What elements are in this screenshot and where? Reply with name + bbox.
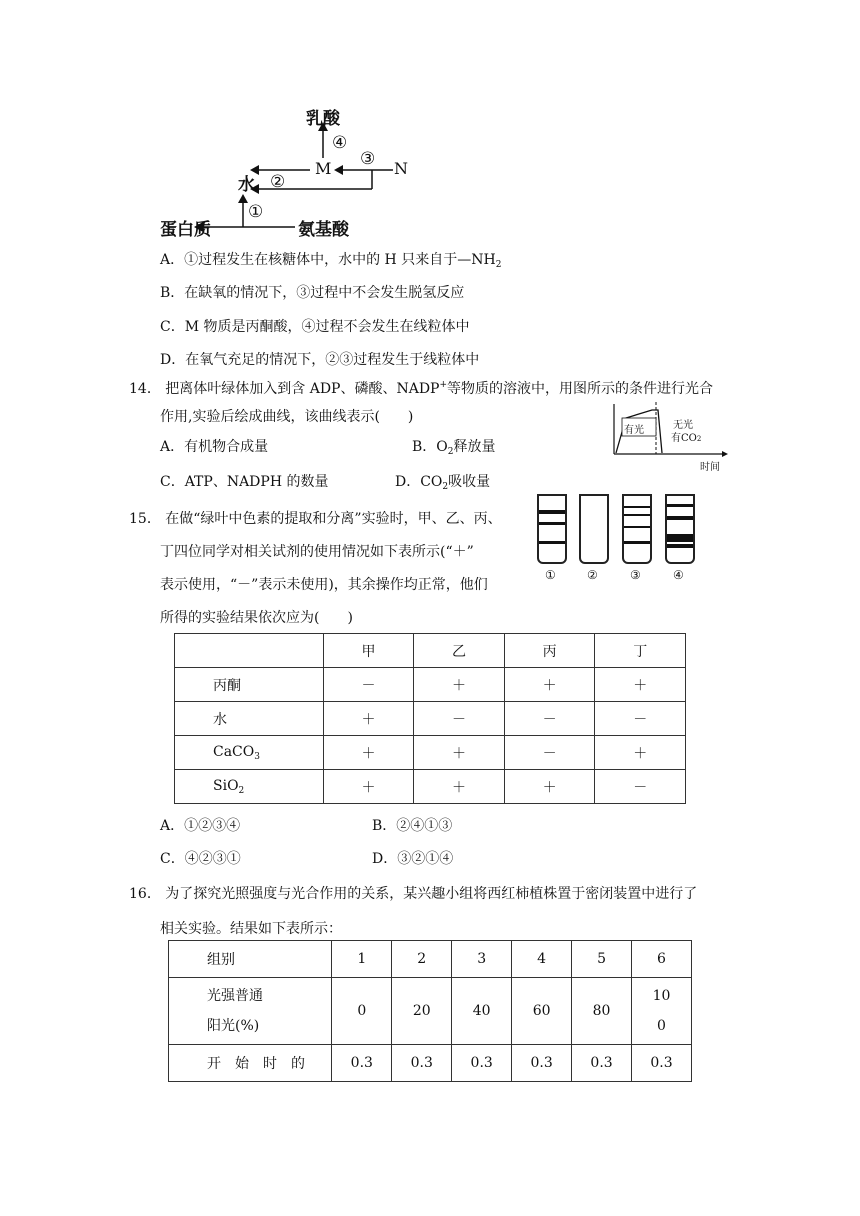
q14-stem-line2: 作用,实验后绘成曲线，该曲线表示( )	[160, 409, 414, 425]
step-3-label: ③	[360, 149, 376, 169]
q15-stem-line2: 丁四位同学对相关试剂的使用情况如下表所示(“＋”	[160, 544, 474, 560]
m-label: M	[315, 159, 332, 178]
step-4-label: ④	[332, 133, 348, 153]
q14-option-d: D．$CO_2$吸收量	[395, 474, 491, 492]
q13-option-a: A．①过程发生在核糖体中，水中的 H 只来自于$—NH_2$	[160, 252, 502, 270]
q13-option-b: B．在缺氧的情况下，③过程中不会发生脱氢反应	[160, 285, 465, 301]
q15-reagent-table	[174, 633, 686, 804]
q14-graph-co2-label: 有CO2	[671, 433, 702, 444]
tube-3-label: ③	[630, 568, 641, 582]
q13-option-c: C．M 物质是丙酮酸，④过程不会发生在线粒体中	[160, 319, 470, 335]
table-row: 光强普通 阳光(%) 0 20 40 60 80 10 0	[169, 978, 692, 1045]
q14-graph-nolight-label: 无光	[673, 420, 693, 431]
n-label: N	[394, 159, 408, 178]
q13-option-d: D．在氧气充足的情况下，②③过程发生于线粒体中	[160, 352, 480, 368]
q14-option-a: A．有机物合成量	[160, 439, 269, 455]
tube-2	[579, 494, 609, 564]
protein-label: 蛋白质	[160, 220, 211, 240]
table-header-row: 组别 1 2 3 4 5 6	[169, 941, 692, 978]
tube-1	[537, 494, 567, 564]
q16-stem-line1: 16． 为了探究光照强度与光合作用的关系，某兴趣小组将西红柿植株置于密闭装置中进行了	[129, 886, 698, 902]
table-row: 水 ＋ － － －	[175, 702, 686, 736]
q14-stem-line1: 14． 把离体叶绿体加入到含 ADP、磷酸、NADP+等物质的溶液中，用图所示的条件进行光合	[129, 380, 714, 397]
q14-graph-light-label: 有光	[624, 425, 644, 436]
q16-stem-line2: 相关实验。结果如下表所示：	[160, 921, 342, 937]
q15-option-d: D．③②①④	[372, 851, 454, 867]
step-1-label: ①	[248, 202, 264, 222]
table-row: CaCO$_3$ ＋ ＋ － ＋	[175, 736, 686, 770]
step-2-label: ②	[270, 172, 286, 192]
q14-option-b: B．$O_2$释放量	[412, 439, 496, 457]
table-row: SiO$_2$ ＋ ＋ ＋ －	[175, 770, 686, 804]
table-header-row: 甲 乙 丙 丁	[175, 634, 686, 668]
q15-option-b: B．②④①③	[372, 818, 453, 834]
q15-stem-line1: 15． 在做“绿叶中色素的提取和分离”实验时，甲、乙、丙、	[129, 511, 502, 527]
tube-2-label: ②	[587, 568, 598, 582]
q15-option-c: C．④②③①	[160, 851, 241, 867]
tube-1-label: ①	[545, 568, 556, 582]
tube-3	[622, 494, 652, 564]
amino-acid-label: 氨基酸	[298, 220, 349, 240]
table-row: 开 始 时 的 0.3 0.3 0.3 0.3 0.3 0.3	[169, 1045, 692, 1082]
q16-result-table	[168, 940, 692, 1082]
q15-stem-line4: 所得的实验结果依次应为( )	[160, 610, 353, 626]
q15-option-a: A．①②③④	[160, 818, 241, 834]
tube-4	[665, 494, 695, 564]
tube-4-label: ④	[673, 568, 684, 582]
q14-option-c: C．ATP、NADPH 的数量	[160, 474, 329, 490]
table-row: 丙酮 － ＋ ＋ ＋	[175, 668, 686, 702]
q14-graph-time-label: 时间	[700, 462, 720, 473]
water-label: 水	[238, 175, 255, 195]
lactic-acid-label: 乳酸	[306, 109, 340, 129]
q15-stem-line3: 表示使用，“－”表示未使用)，其余操作均正常，他们	[160, 577, 488, 593]
